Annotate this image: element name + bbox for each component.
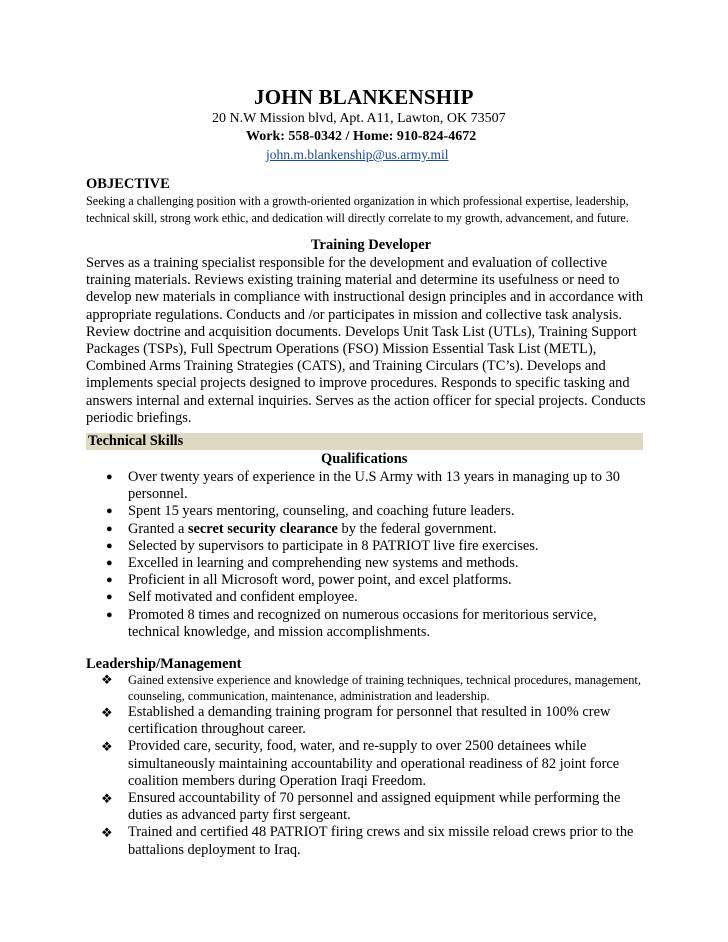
training-developer-text: Serves as a training specialist responsible for the development and evaluation of collective training materials. Reviews existing training material and determine its usefulness or need to develop new materials in compliance with instructional design principles and in accordance with appropriate regulations. Conducts and /or participates in mission and collective task analysis. Review doctrine and acquisition documents. Develops Unit Task List (UTLs), Training Support Packages (TSPs), Full Spectrum Operations (FSO) Mission Essential Task List (METL), Combined Arms Training Strategies (CATS), and Training Circulars (TC’s). Develops and implements special projects designed to improve procedures. Responds to specific tasking and answers internal and external inquiries. Serves as the action officer for special projects. Conducts periodic briefings. (86, 255, 646, 426)
phone-numbers: Work: 558-0342 / Home: 910-824-4672 (246, 129, 477, 144)
qualification-text: Proficient in all Microsoft word, power point, and excel platforms. (128, 572, 512, 589)
list-item (106, 503, 646, 520)
list-item (106, 521, 646, 538)
qualification-text: Excelled in learning and comprehending new systems and methods. (128, 555, 519, 572)
technical-skills-heading: Technical Skills (88, 433, 184, 449)
diamond-bullet-icon: ❖ (101, 705, 113, 720)
list-item (106, 469, 646, 503)
leadership-text: Established a demanding training program for personnel that resulted in 100% crew certification throughout career. (128, 704, 611, 738)
leadership-list (101, 672, 646, 859)
qualification-text: Selected by supervisors to participate in 8 PATRIOT live fire exercises. (128, 537, 539, 554)
list-item (106, 538, 646, 555)
list-item (106, 607, 646, 641)
qualifications-list (106, 469, 646, 641)
qualification-text: Spent 15 years mentoring, counseling, and coaching future leaders. (128, 503, 515, 520)
bullet-icon: ● (106, 574, 113, 587)
training-developer-heading-row (0, 237, 728, 254)
qualification-text: Promoted 8 times and recognized on numerous occasions for meritorious service, technical knowledge, and mission accomplishments. (128, 606, 597, 640)
leadership-heading: Leadership/Management (86, 656, 242, 672)
applicant-name: JOHN BLANKENSHIP (254, 85, 474, 109)
list-item (106, 555, 646, 572)
qualification-text-pre: Granted a (128, 520, 188, 537)
mailing-address: 20 N.W Mission blvd, Apt. A11, Lawton, OK 73507 (212, 111, 506, 126)
bullet-icon: ● (106, 505, 113, 518)
list-item (101, 790, 646, 824)
leadership-text: Provided care, security, food, water, and re-supply to over 2500 detainees while simultaneously maintaining accountability and operational readiness of 82 joint force coalition members during Operation Iraqi Freedom. (128, 738, 620, 789)
list-item (101, 738, 646, 790)
list-item (101, 704, 646, 738)
leadership-text: Gained extensive experience and knowledge of training techniques, technical procedures, management, counseling, communication, maintenance, administration and leadership. (128, 673, 641, 703)
qualification-text: Self motivated and confident employee. (128, 589, 358, 606)
leadership-text: Trained and certified 48 PATRIOT firing crews and six missile reload crews prior to the battalions deployment to Iraq. (128, 824, 634, 858)
training-developer-heading: Training Developer (310, 237, 432, 253)
diamond-bullet-icon: ❖ (101, 791, 113, 807)
qualification-text-post: by the federal government. (337, 520, 497, 537)
leadership-text: Ensured accountability of 70 personnel and assigned equipment while performing the duties as advanced party first sergeant. (128, 790, 621, 824)
email-link[interactable]: john.m.blankenship@us.army.mil (266, 147, 449, 162)
qualification-text: Over twenty years of experience in the U.S Army with 13 years in managing up to 30 personnel. (128, 469, 620, 503)
diamond-bullet-icon: ❖ (101, 739, 113, 755)
qualification-text-bold: secret security clearance (187, 520, 338, 537)
bullet-icon: ● (106, 608, 113, 621)
list-item (106, 572, 646, 589)
objective-text: Seeking a challenging position with a growth-oriented organization in which professional expertise, leadership, technical skill, strong work ethic, and dedication will directly correlate to my growth, advancement, and future. (86, 194, 629, 225)
list-item (101, 672, 646, 704)
technical-skills-bar (86, 433, 643, 450)
list-item (101, 824, 646, 858)
bullet-icon: ● (106, 522, 113, 535)
bullet-icon: ● (106, 557, 113, 570)
bullet-icon: ● (106, 471, 113, 483)
list-item (106, 589, 646, 606)
diamond-bullet-icon: ❖ (101, 825, 113, 841)
objective-heading: OBJECTIVE (86, 176, 170, 192)
bullet-icon: ● (106, 539, 113, 552)
qualifications-heading: Qualifications (321, 451, 408, 467)
diamond-bullet-icon: ❖ (101, 672, 113, 687)
bullet-icon: ● (106, 591, 113, 604)
